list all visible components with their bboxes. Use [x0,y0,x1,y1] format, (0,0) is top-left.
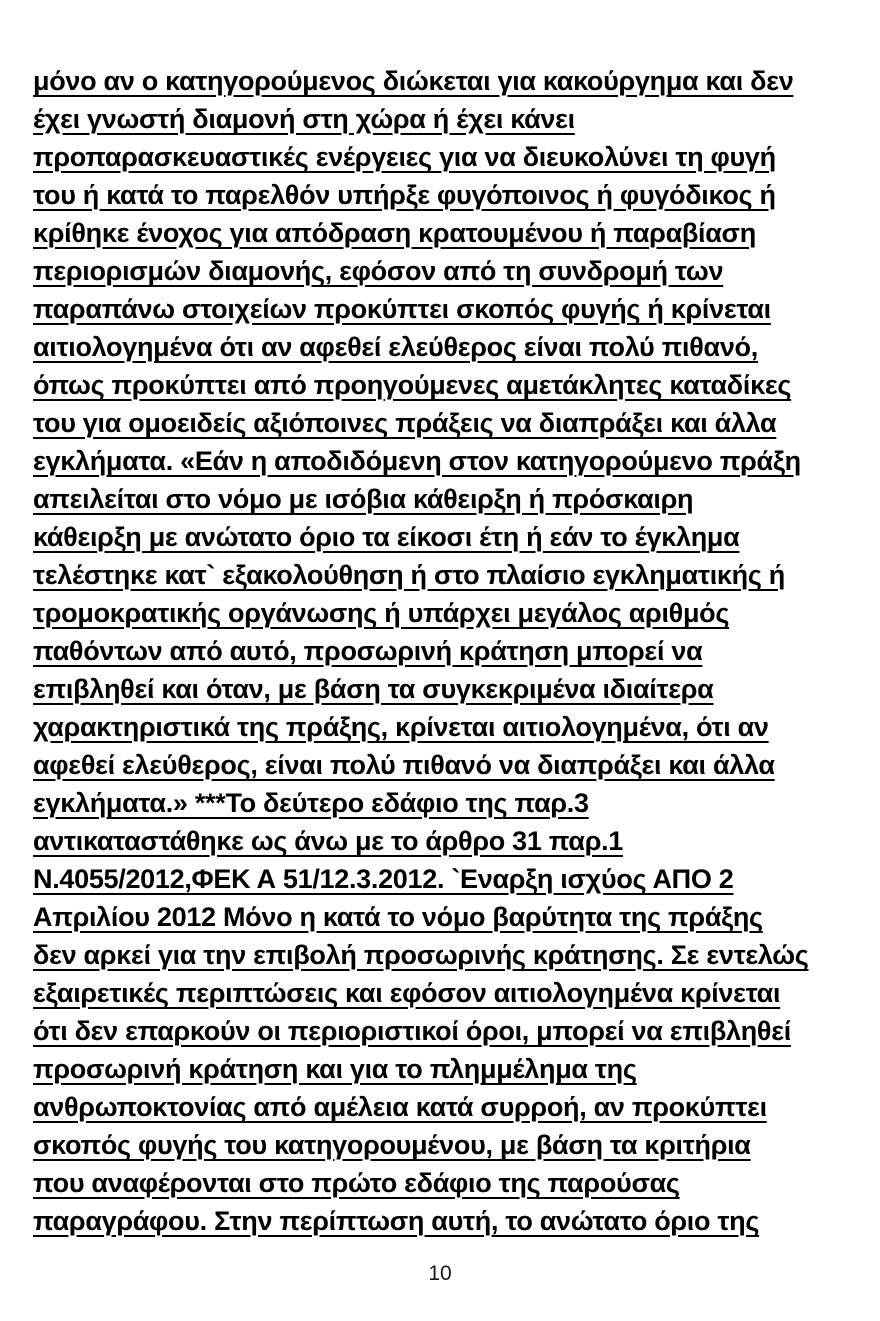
text-line: που αναφέρονται στο πρώτο εδάφιο της παρούσας [33,1168,680,1198]
text-line: αντικαταστάθηκε ως άνω με το άρθρο 31 παρ.1 [33,826,624,856]
text-line: δεν αρκεί για την επιβολή προσωρινής κράτησης. Σε εντελώς [33,940,809,970]
text-line: τρομοκρατικής οργάνωσης ή υπάρχει μεγάλος αριθμός [33,598,730,628]
text-line: απειλείται στο νόμο με ισόβια κάθειρξη ή πρόσκαιρη [33,484,694,514]
text-line: παραπάνω στοιχείων προκύπτει σκοπός φυγής ή κρίνεται [33,294,771,324]
text-line: προσωρινή κράτηση και για το πλημμέλημα της [33,1054,637,1084]
paragraph-block [33,62,852,1240]
text-line: ανθρωποκτονίας από αμέλεια κατά συρροή, αν προκύπτει [33,1092,767,1122]
text-line: μόνο αν ο κατηγορούμενος διώκεται για κακούργημα και δεν [33,66,794,96]
page-number: 10 [428,1262,452,1285]
text-line: προπαρασκευαστικές ενέργειες για να διευκολύνει τη φυγή [33,142,776,172]
text-line: παθόντων από αυτό, προσωρινή κράτηση μπορεί να [33,636,703,666]
text-line: εξαιρετικές περιπτώσεις και εφόσον αιτιολογημένα κρίνεται [33,978,781,1008]
text-line: εγκλήματα.» ***Το δεύτερο εδάφιο της παρ.3 [33,788,589,818]
text-line: Απριλίου 2012 Μόνο η κατά το νόμο βαρύτητα της πράξης [33,902,763,932]
text-line: τελέστηκε κατ` εξακολούθηση ή στο πλαίσιο εγκληματικής ή [33,560,785,590]
text-line: σκοπός φυγής του κατηγορουμένου, με βάση τα κριτήρια [33,1130,751,1160]
text-line: παραγράφου. Στην περίπτωση αυτή, το ανώτατο όριο της [33,1206,760,1236]
text-line: αφεθεί ελεύθερος, είναι πολύ πιθανό να διαπράξει και άλλα [33,750,775,780]
text-line: ότι δεν επαρκούν οι περιοριστικοί όροι, μπορεί να επιβληθεί [33,1016,791,1046]
text-line: χαρακτηριστικά της πράξης, κρίνεται αιτιολογημένα, ότι αν [33,712,769,742]
text-line: κρίθηκε ένοχος για απόδραση κρατουμένου ή παραβίαση [33,218,756,248]
text-line: έχει γνωστή διαμονή στη χώρα ή έχει κάνει [33,104,575,134]
text-line: όπως προκύπτει από προηγούμενες αμετάκλητες καταδίκες [33,370,792,400]
text-line: εγκλήματα. «Εάν η αποδιδόμενη στον κατηγορούμενο πράξη [33,446,801,476]
text-line: του ή κατά το παρελθόν υπήρξε φυγόποινος ή φυγόδικος ή [33,180,776,210]
text-line: του για ομοειδείς αξιόποινες πράξεις να διαπράξει και άλλα [33,408,777,438]
text-line: κάθειρξη με ανώτατο όριο τα είκοσι έτη ή εάν το έγκλημα [33,522,740,552]
text-line: Ν.4055/2012,ΦΕΚ Α 51/12.3.2012. `Εναρξη ισχύος ΑΠΟ 2 [33,864,734,894]
text-line: αιτιολογημένα ότι αν αφεθεί ελεύθερος είναι πολύ πιθανό, [33,332,758,362]
text-line: περιορισμών διαμονής, εφόσον από τη συνδρομή των [33,256,724,286]
text-line: επιβληθεί και όταν, με βάση τα συγκεκριμένα ιδιαίτερα [33,674,714,704]
